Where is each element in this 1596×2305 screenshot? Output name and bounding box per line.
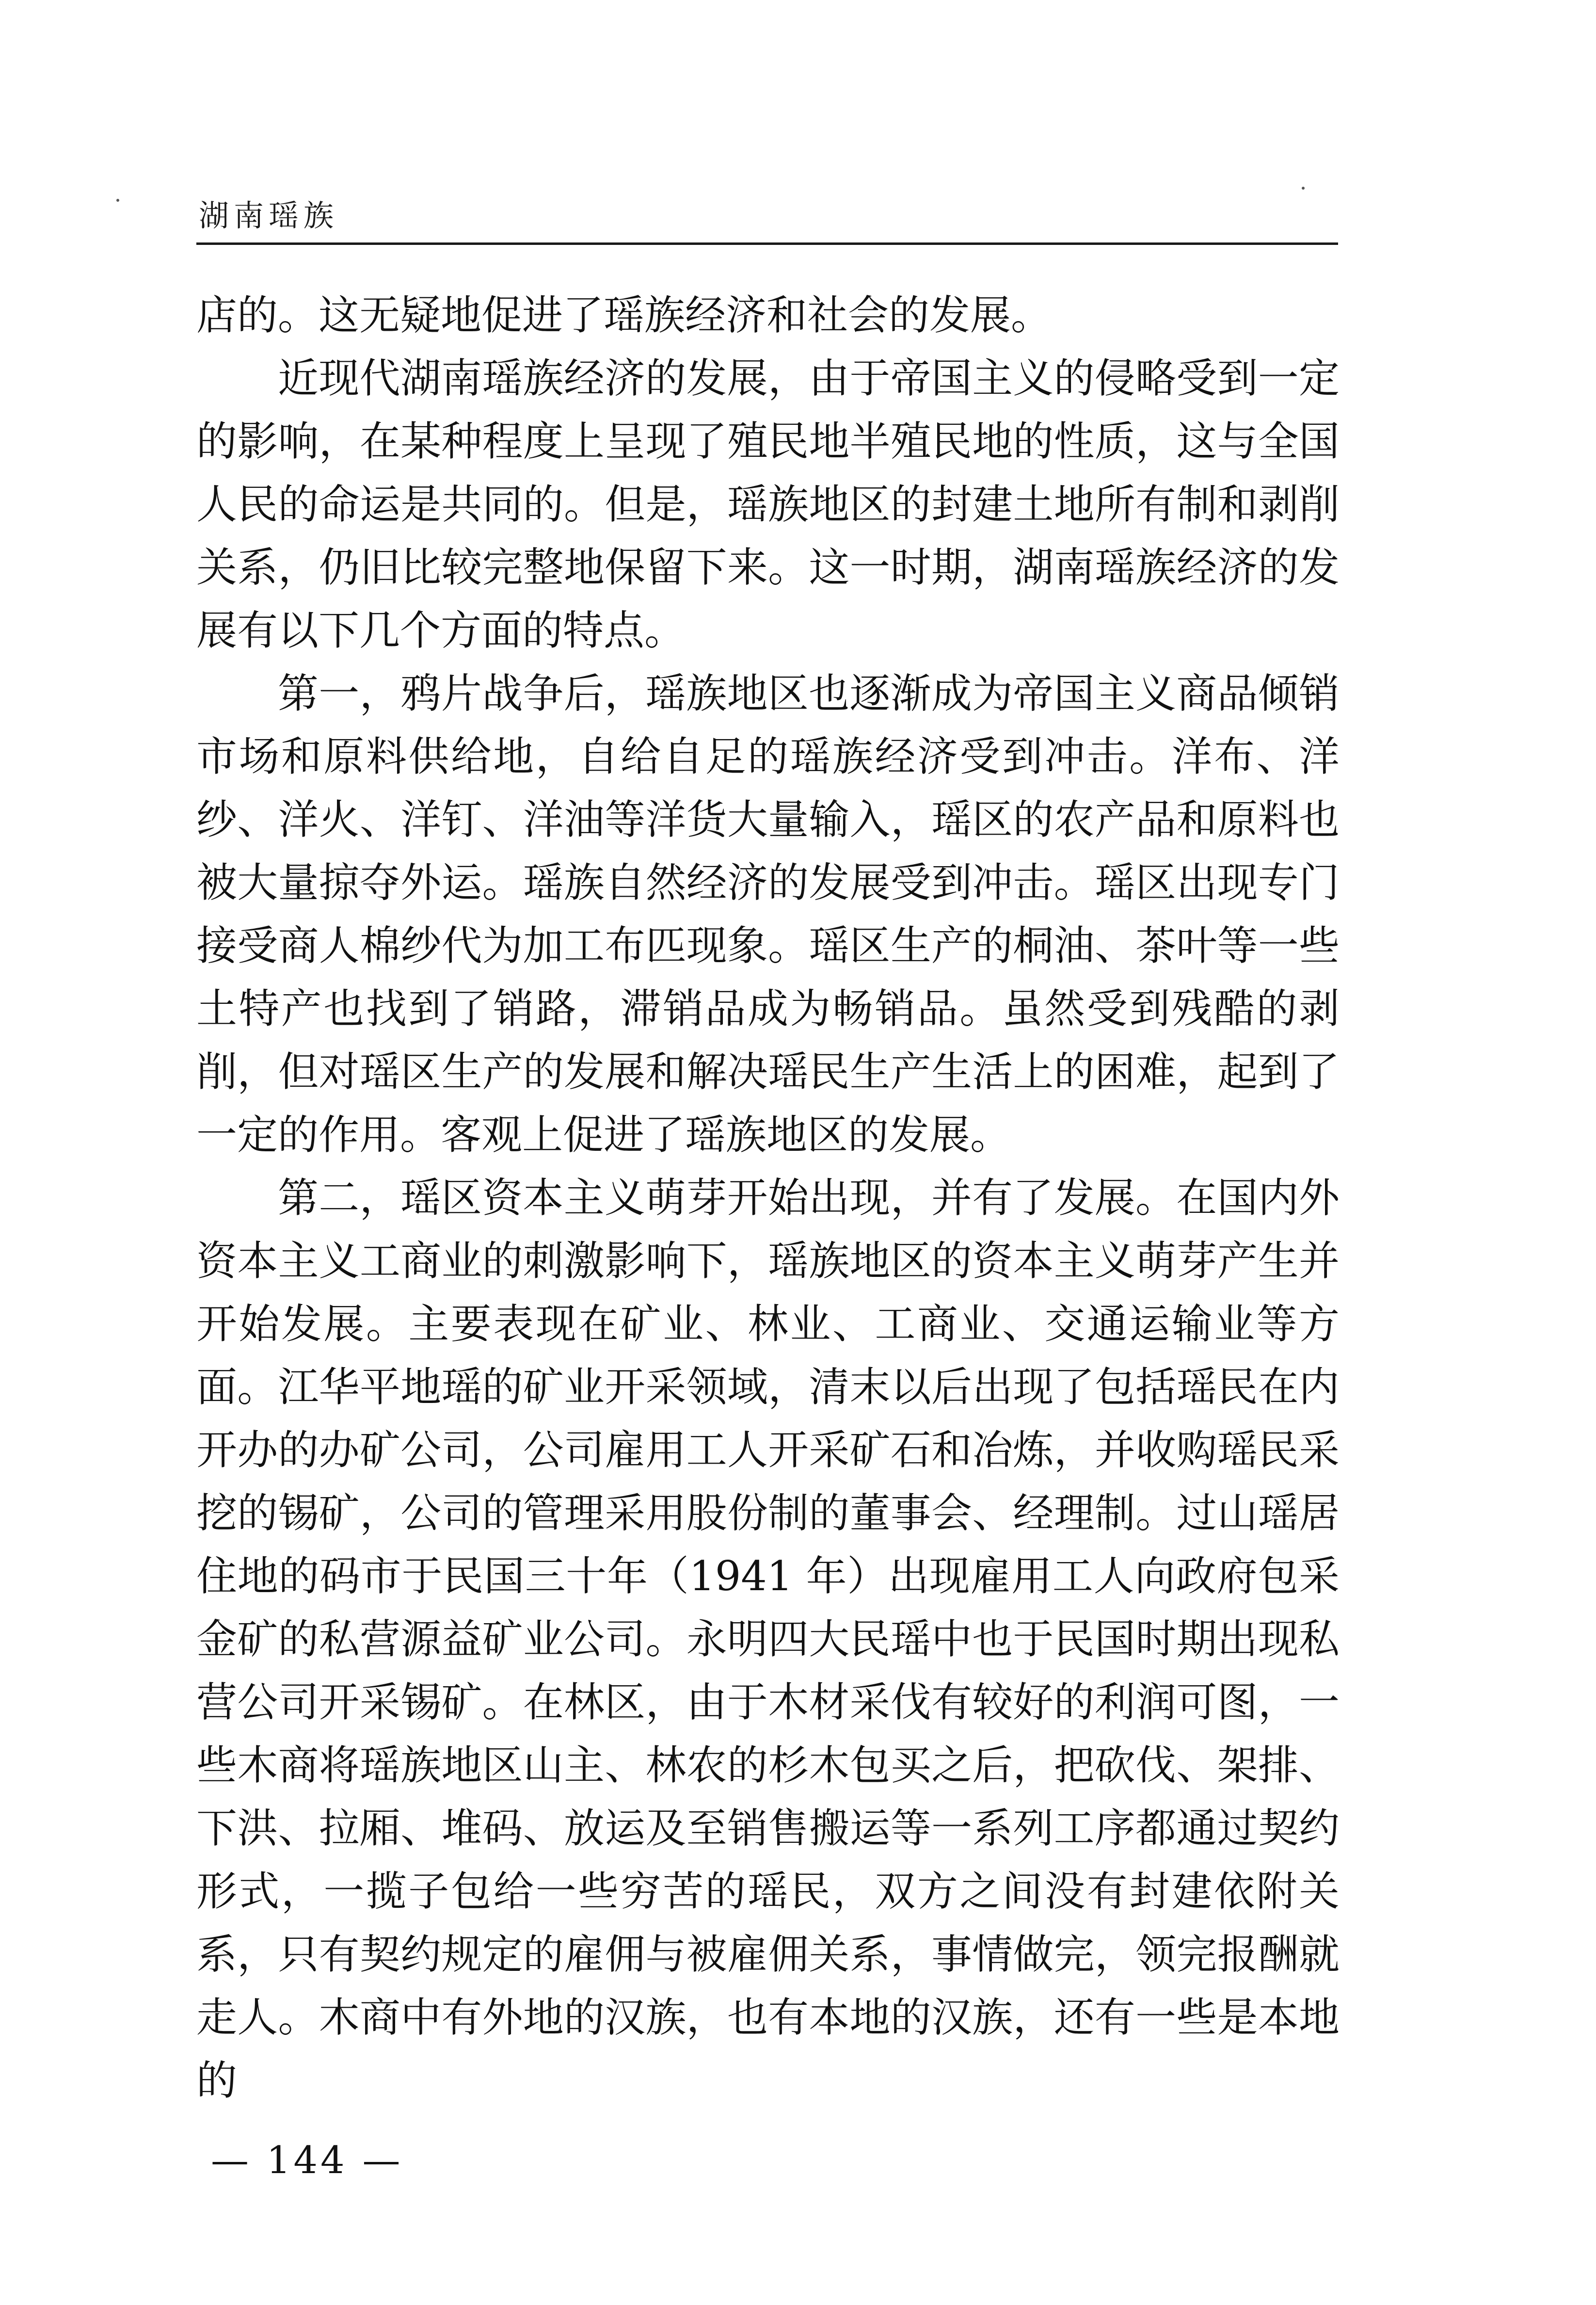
- header-rule: [196, 242, 1338, 245]
- scan-speck: [116, 199, 119, 202]
- paragraph-continuation: 店的。这无疑地促进了瑶族经济和社会的发展。: [196, 291, 1052, 339]
- scan-speck: [1302, 187, 1305, 190]
- paragraph-first-feature: 第一，鸦片战争后，瑶族地区也逐渐成为帝国主义商品倾销市场和原料供给地，自给自足的瑶族经济受到冲击。洋布、洋纱、洋火、洋钉、洋油等洋货大量输入，瑶区的农产品和原料也被大量掠夺外运。瑶族自然经济的发展受到冲击。瑶区出现专门接受商人棉纱代为加工布匹现象。瑶区生产的桐油、茶叶等一些土特产也找到了销路，滞销品成为畅销品。虽然受到残酷的剥削，但对瑶区生产的发展和解决瑶民生产生活上的困难，起到了一定的作用。客观上促进了瑶族地区的发展。: [196, 670, 1340, 1159]
- paragraph-modern-economy: 近现代湖南瑶族经济的发展，由于帝国主义的侵略受到一定的影响，在某种程度上呈现了殖民地半殖民地的性质，这与全国人民的命运是共同的。但是，瑶族地区的封建土地所有制和剥削关系，仍旧比较完整地保留下来。这一时期，湖南瑶族经济的发展有以下几个方面的特点。: [196, 355, 1340, 654]
- page-number: — 144 —: [211, 2139, 403, 2182]
- running-head-title: 湖南瑶族: [199, 198, 339, 233]
- body-text: [196, 284, 1340, 2112]
- paragraph-second-feature: 第二，瑶区资本主义萌芽开始出现，并有了发展。在国内外资本主义工商业的刺激影响下，瑶族地区的资本主义萌芽产生并开始发展。主要表现在矿业、林业、工商业、交通运输业等方面。江华平地瑶的矿业开采领域，清末以后出现了包括瑶民在内开办的办矿公司，公司雇用工人开采矿石和冶炼，并收购瑶民采挖的锡矿，公司的管理采用股份制的董事会、经理制。过山瑶居住地的码市于民国三十年（1941 年）出现雇用工人向政府包采金矿的私营源益矿业公司。永明四大民瑶中也于民国时期出现私营公司开采锡矿。在林区，由于木材采伐有较好的利润可图，一些木商将瑶族地区山主、林农的杉木包买之后，把砍伐、架排、下洪、拉厢、堆码、放运及至销售搬运等一系列工序都通过契约形式，一揽子包给一些穷苦的瑶民，双方之间没有封建依附关系，只有契约规定的雇佣与被雇佣关系，事情做完，领完报酬就走人。木商中有外地的汉族，也有本地的汉族，还有一些是本地的: [196, 1174, 1340, 2104]
